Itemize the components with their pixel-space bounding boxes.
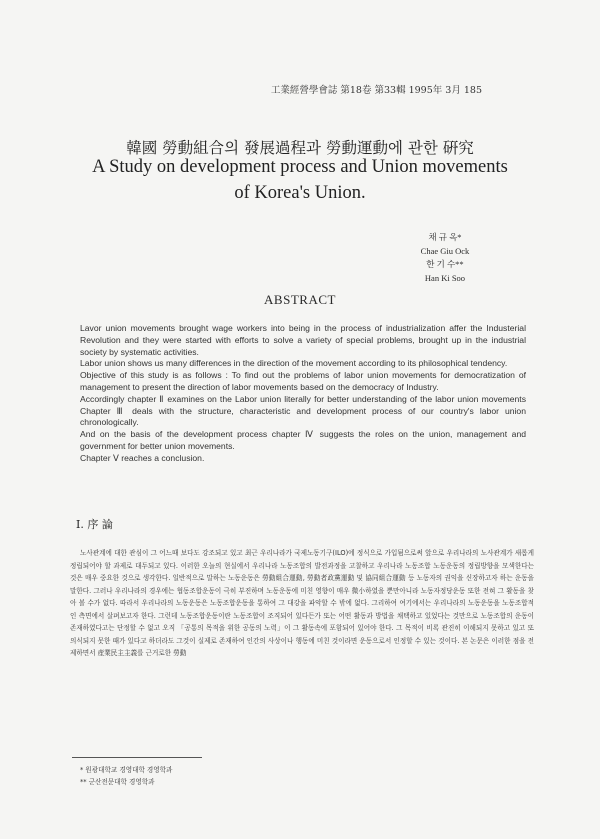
footnote-1: * 원광대학교 경영대학 경영학과	[80, 766, 173, 774]
section-body: 노사관계에 대한 관심이 그 어느때 보다도 강조되고 있고 최근 우리나라가 국제노동기구(ILO)에 정식으로 가입됨으로써 앞으로 우리나라의 노사관계가 새롭게 정립되어야 할 과제로 대두되고 있다. 이러한 오늘의 현실에서 우리나라 노동조합의 발전과정을 고찰하고 우리나라 노동조합 노동운동의 정립방향을 모색한다는 것은 매우 중요한 것으로 생각한다. 일반적으로 말하는 노동운동은 勞動組合運動, 勞動者政黨運動 및 協同組合運動 등 노동자의 권익을 신장하고자 하는 운동을 말한다. 그러나 우리나라의 경우에는 협동조합운동이 극히 부진하며 노동운동에 미친 영향이 매우 微小하였을 뿐만아니라 노동자정당운동 또한 전혀 그 활동을 찾아 볼 수가 없다. 따라서 우리나라의 노동운동은 노동조합운동을 통하여 그 대강을 파악할 수 밖에 없다. 그리하여 여기에서는 우리나라의 노동운동을 노동조합적인 측면에서 살펴보고자 한다. 그런데 노동조합운동이란 노동조합이 조직되어 있다든가 또는 어떤 활동과 방법을 채택하고 있었다는 것만으로 노동조합의 운동이 존재하였다고는 단정할 수 없고 오직 「공통의 목적을 위한 공동의 노력」이 그 활동속에 포함되어 있어야 한다. 그 목적이 비록 관진히 이해되지 못하고 있고 또 의식되지 못한 때가 있다고 하더라도 그것이 실제로 존재하여 인간의 사상이나 행동에 미친 것이라면 운동으로서 인정할 수 있는 것이다. 본 논문은 이러한 점을 전제하면서 産業民主主義를 근거로한 勞動	[70, 549, 534, 657]
section-heading: Ⅰ. 序 論	[76, 518, 113, 531]
author-1-english: Chae Giu Ock	[420, 245, 470, 256]
author-block	[395, 231, 495, 285]
abstract-paragraph: Accordingly chapter Ⅱ examines on the Labor union literally for better understanding of the labor union movements Chapter Ⅲ deals with the structure, characteristic and development process of our country's labor union chronologically.	[80, 393, 526, 428]
title-english-line1: A Study on development process and Union movements	[92, 157, 508, 177]
journal-header: 工業經營學會誌 第18卷 第33輯 1995年 3月 185	[270, 85, 482, 96]
author-2-english: Han Ki Soo	[424, 272, 466, 283]
abstract-paragraph: Objective of this study is as follows : To find out the problems of labor union movements for democratization of management to present the direction of labor movements based on the democracy of Industry.	[80, 370, 526, 392]
abstract-paragraph: Chapter Ⅴ reaches a conclusion.	[80, 452, 205, 463]
author-1-korean: 채 규 옥*	[428, 232, 462, 242]
footnote-2: ** 군산전문대학 경영학과	[80, 778, 155, 786]
abstract-body	[80, 323, 526, 465]
abstract-paragraph: And on the basis of the development process chapter Ⅳ suggests the roles on the union, management and government for better union movements.	[80, 429, 526, 451]
abstract-paragraph: Lavor union movements brought wage workers into being in the process of industrialization affer the Industerial Revolution and they were started with efforts to solve a variety of special problems, brought up in the industrial society by systematic activities.	[80, 323, 526, 357]
title-english-line2: of Korea's Union.	[234, 183, 366, 203]
footnote-divider	[72, 757, 202, 758]
title-korean: 韓國 勞動組合의 發展過程과 勞動運動에 관한 硏究	[126, 139, 474, 157]
title-english	[0, 154, 600, 206]
footnotes	[80, 764, 172, 788]
abstract-heading: ABSTRACT	[264, 292, 336, 307]
abstract-paragraph: Labor union shows us many differences in the direction of the movement according to its philosophical tendency.	[80, 358, 508, 369]
author-2-korean: 한 기 수**	[426, 259, 464, 270]
